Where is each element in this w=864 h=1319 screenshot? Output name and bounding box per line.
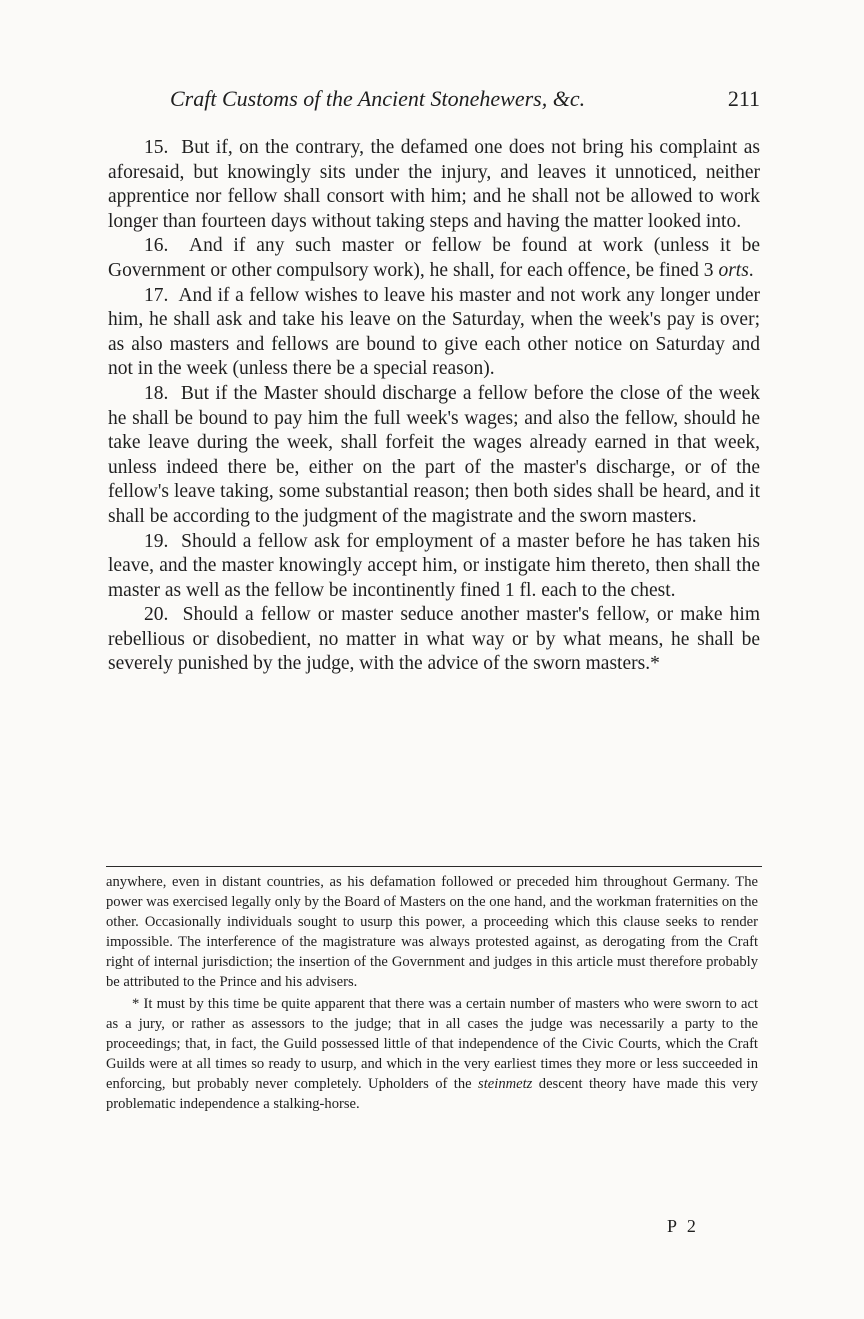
paragraph-number: 20.: [144, 604, 169, 626]
signature-mark: P 2: [667, 1216, 699, 1236]
footnotes: [106, 872, 758, 1114]
footnote-text-end: descent theory have made this very problematic independence a stalking-horse.: [106, 1076, 758, 1112]
paragraph-number: 16.: [144, 235, 169, 257]
paragraph-number: 18.: [144, 382, 169, 404]
italic-term: orts: [718, 259, 749, 281]
paragraph-text-end: .: [748, 259, 754, 281]
paragraph-number: 17.: [144, 284, 169, 306]
paragraph-text: Should a fellow ask for employment of a master before he has taken his leave, and the master knowingly accept him, or instigate him thereto, then shall the master as well as the fellow be incontinently fined 1 fl. each to the chest.: [108, 530, 760, 601]
footnote-text: * It must by this time be quite apparent that there was a certain number of masters who were sworn to act as a jury, or rather as assessors to the judge; that in all cases the judge was necessarily a party to the proceedings; that, in fact, the Guild possessed little of that independence of the Civic Courts, which the Craft Guilds were at all times so ready to usurp, and which in the very earliest times they more or less succeeded in enforcing, but probably never completely. Upholders of the: [106, 996, 758, 1092]
paragraph-number: 19.: [144, 530, 169, 552]
main-text: [108, 136, 760, 677]
paragraph-17: [108, 284, 760, 382]
italic-term: steinmetz: [478, 1076, 533, 1092]
page-header: [108, 86, 760, 118]
running-title: Craft Customs of the Ancient Stonehewers, &c.: [170, 86, 586, 111]
paragraph-text: And if any such master or fellow be found at work (unless it be Government or other compulsory work), he shall, for each offence, be fined 3: [108, 235, 760, 281]
footnote-continued: anywhere, even in distant countries, as his defamation followed or preceded him throughout Germany. The power was exercised legally only by the Board of Masters on the one hand, and the workman fraternities on the other. Occasionally individuals sought to usurp this power, a proceeding which this clause seeks to render impossible. The interference of the magistrature was always protested against, as derogating from the Craft right of internal jurisdiction; the insertion of the Government and judges in this article must therefore probably be attributed to the Prince and his advisers.: [106, 874, 758, 990]
paragraph-16: [108, 234, 760, 283]
paragraph-text: But if the Master should discharge a fellow before the close of the week he shall be bound to pay him the full week's wages; and also the fellow, should he take leave during the week, shall forfeit the wages already earned in that week, unless indeed there be, either on the part of the master's discharge, or of the fellow's leave taking, some substantial reason; then both sides shall be heard, and it shall be according to the judgment of the magistrate and the sworn masters.: [108, 382, 761, 527]
footnote-star: [106, 994, 758, 1114]
paragraph-text: Should a fellow or master seduce another master's fellow, or make him rebellious or disobedient, no matter in what way or by what means, he shall be severely punished by the judge, with the advice of the sworn masters.*: [108, 604, 760, 675]
paragraph-20: [108, 603, 760, 677]
paragraph-text: And if a fellow wishes to leave his master and not work any longer under him, he shall ask and take his leave on the Saturday, when the week's pay is over; as also masters and fellows are bound to give each other notice on Saturday and not in the week (unless there be a special reason).: [108, 284, 760, 380]
paragraph-19: [108, 530, 760, 604]
paragraph-text: But if, on the contrary, the defamed one does not bring his complaint as aforesaid, but knowingly sits under the injury, and leaves it unnoticed, neither apprentice nor fellow shall consort with him; and he shall not be allowed to work longer than fourteen days without taking steps and having the matter looked into.: [108, 137, 761, 232]
paragraph-15: [108, 136, 760, 234]
paragraph-number: 15.: [144, 137, 169, 158]
paragraph-18: [108, 382, 760, 530]
page-number: 211: [727, 86, 760, 111]
footnote-divider: [106, 866, 762, 867]
